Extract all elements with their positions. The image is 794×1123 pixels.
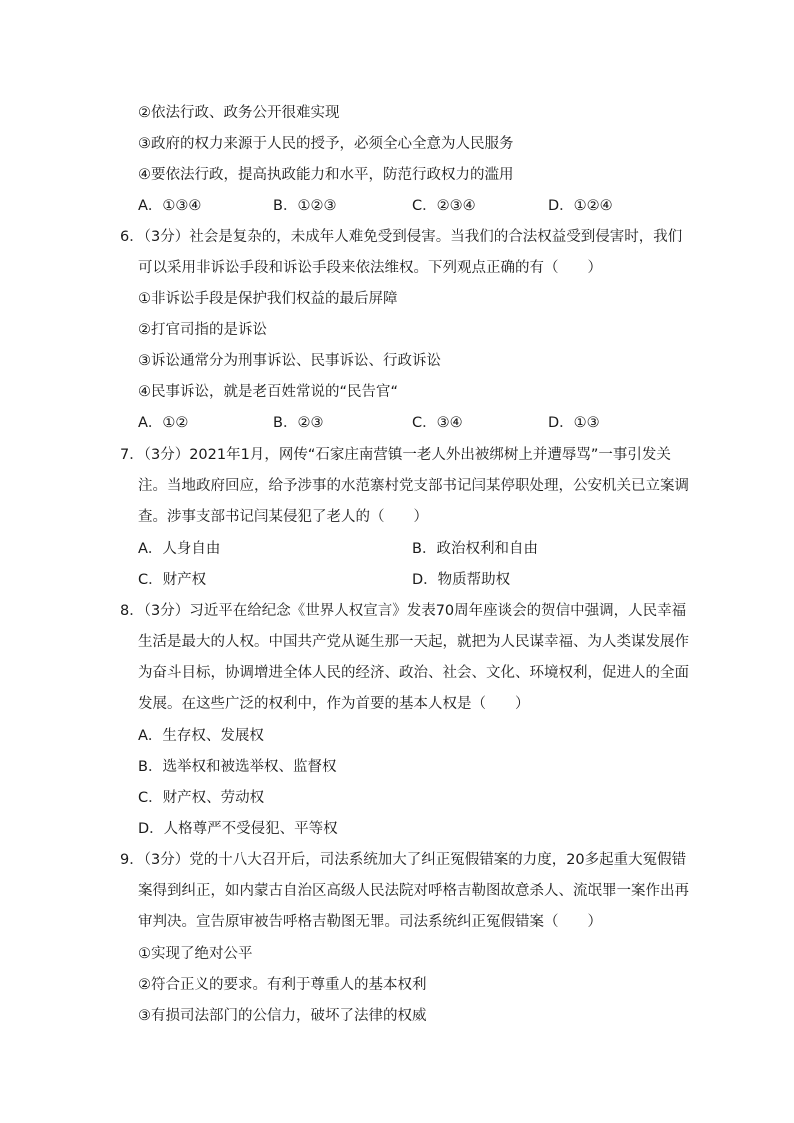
- q5-item-4: ④要依法行政，提高执政能力和水平，防范行政权力的滥用: [138, 167, 514, 183]
- q5-option-d: D．①②④: [548, 198, 613, 214]
- q7-option-d: D．物质帮助权: [412, 572, 511, 588]
- q6-item-2: ②打官司指的是诉讼: [138, 322, 267, 338]
- q5-options: [138, 196, 698, 216]
- q6-stem-line-1: 6．（3分）社会是复杂的，未成年人难免受到侵害。当我们的合法权益受到侵害时，我们: [120, 229, 683, 245]
- q9-stem-line-1: 9．（3分）党的十八大召开后，司法系统加大了纠正冤假错案的力度，20多起重大冤假错: [120, 852, 687, 868]
- q7-option-a: A．人身自由: [138, 541, 221, 557]
- q5-option-b: B．①②③: [273, 198, 337, 214]
- q9-stem-line-2: 案得到纠正，如内蒙古自治区高级人民法院对呼格吉勒图故意杀人、流氓罪一案作出再: [138, 883, 689, 899]
- q6-option-c: C．③④: [412, 415, 463, 431]
- q7-option-b: B．政治权利和自由: [412, 541, 538, 557]
- q7-options-row-1: [138, 539, 698, 559]
- q9-item-1: ①实现了绝对公平: [138, 946, 253, 962]
- q6-option-b: B．②③: [273, 415, 324, 431]
- q5-item-3: ③政府的权力来源于人民的授予，必须全心全意为人民服务: [138, 136, 514, 152]
- q6-stem-line-2: 可以采用非诉讼手段和诉讼手段来依法维权。下列观点正确的有（ ）: [138, 260, 602, 276]
- q7-stem-line-1: 7．（3分）2021年1月，网传“石家庄南营镇一老人外出被绑树上并遭辱骂”一事引发关: [120, 447, 671, 463]
- q5-option-c: C．②③④: [412, 198, 476, 214]
- q5-item-2: ②依法行政、政务公开很难实现: [138, 105, 340, 121]
- q6-item-3: ③诉讼通常分为刑事诉讼、民事诉讼、行政诉讼: [138, 353, 441, 369]
- q6-option-a: A．①②: [138, 415, 189, 431]
- q7-option-c: C．财产权: [138, 572, 207, 588]
- q8-option-b: B．选举权和被选举权、监督权: [138, 759, 337, 775]
- q6-options: [138, 413, 698, 433]
- q9-item-3: ③有损司法部门的公信力，破坏了法律的权威: [138, 1008, 427, 1024]
- q9-item-2: ②符合正义的要求。有利于尊重人的基本权利: [138, 977, 427, 993]
- q7-stem-line-2: 注。当地政府回应，给予涉事的水范寨村党支部书记闫某停职处理，公安机关已立案调: [138, 478, 689, 494]
- q9-stem-line-3: 审判决。宣告原审被告呼格吉勒图无罪。司法系统纠正冤假错案（ ）: [138, 914, 602, 930]
- q5-option-a: A．①③④: [138, 198, 202, 214]
- q8-option-a: A．生存权、发展权: [138, 728, 264, 744]
- q6-item-1: ①非诉讼手段是保护我们权益的最后屏障: [138, 291, 398, 307]
- q8-stem-line-3: 为奋斗目标，协调增进全体人民的经济、政治、社会、文化、环境权利，促进人的全面: [138, 665, 689, 681]
- q7-stem-line-3: 查。涉事支部书记闫某侵犯了老人的（ ）: [138, 509, 428, 525]
- q8-option-d: D．人格尊严不受侵犯、平等权: [138, 821, 338, 837]
- q8-stem-line-1: 8．（3分）习近平在给纪念《世界人权宣言》发表70周年座谈会的贺信中强调，人民幸福: [120, 603, 687, 619]
- q7-options-row-2: [138, 570, 698, 590]
- q8-stem-line-4: 发展。在这些广泛的权利中，作为首要的基本人权是（ ）: [138, 696, 530, 712]
- q6-option-d: D．①③: [548, 415, 600, 431]
- q8-option-c: C．财产权、劳动权: [138, 790, 265, 806]
- q6-item-4: ④民事诉讼，就是老百姓常说的“民告官“: [138, 384, 399, 400]
- q8-stem-line-2: 生活是最大的人权。中国共产党从诞生那一天起，就把为人民谋幸福、为人类谋发展作: [138, 634, 689, 650]
